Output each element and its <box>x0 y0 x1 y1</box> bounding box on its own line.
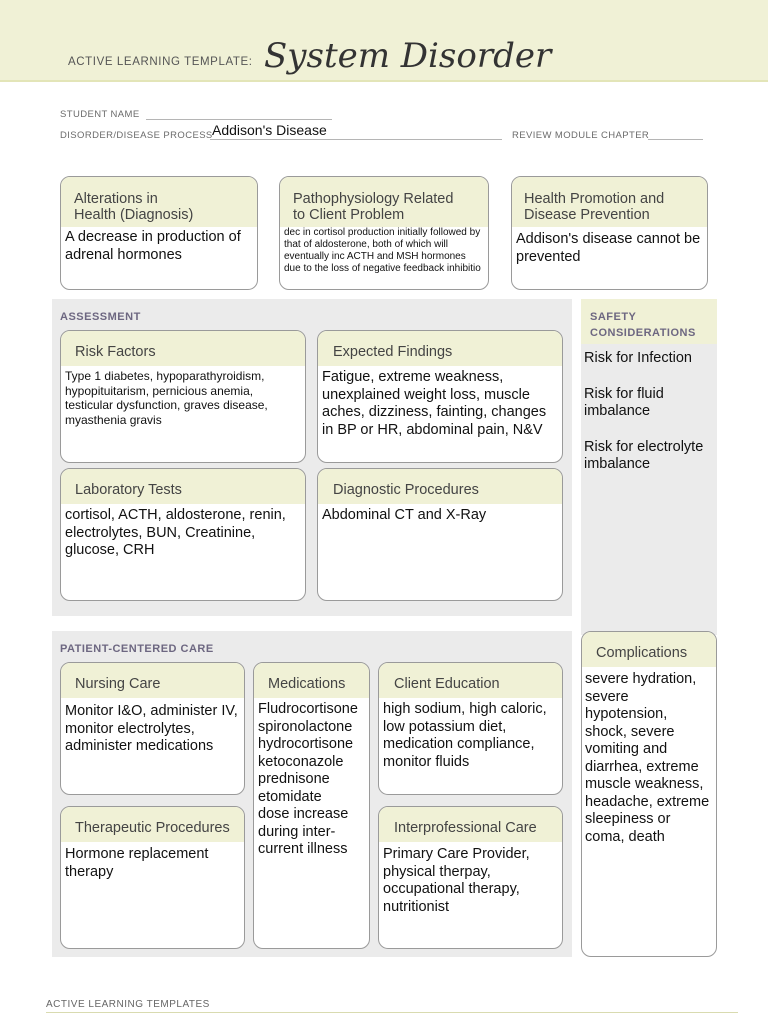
complications-box <box>581 631 717 957</box>
interprofessional-care-title: Interprofessional Care <box>379 807 562 842</box>
safety-item: Risk for Infection <box>584 350 692 366</box>
assessment-title: ASSESSMENT <box>60 311 141 323</box>
health-promotion-title: Health Promotion and Disease Prevention <box>512 177 707 227</box>
client-education-title: Client Education <box>379 663 562 698</box>
risk-factors-title: Risk Factors <box>61 331 305 366</box>
alterations-box <box>60 176 258 290</box>
health-promotion-text: Addison's disease cannot be prevented <box>516 231 701 265</box>
medications-text: Fludrocortisone spironolactone hydrocortisone ketoconazole prednisone etomidate dose increase during inter-current illness <box>258 701 358 857</box>
complications-text: severe hydration, severe hypotension, shock, severe vomiting and diarrhea, extreme muscle weakness, headache, extreme sleepiness or coma, death <box>585 671 710 845</box>
client-education-box <box>378 662 563 795</box>
safety-list <box>584 350 714 474</box>
therapeutic-procedures-box <box>60 806 245 949</box>
safety-panel <box>581 299 717 635</box>
template-label: ACTIVE LEARNING TEMPLATE: <box>68 56 253 68</box>
diagnostic-procedures-text: Abdominal CT and X-Ray <box>322 507 487 523</box>
student-name-label: STUDENT NAME <box>60 109 140 120</box>
safety-item: Risk for fluid imbalance <box>584 385 664 419</box>
disorder-field[interactable] <box>210 123 502 140</box>
disorder-value: Addison's Disease <box>212 122 327 138</box>
nursing-care-text: Monitor I&O, administer IV, monitor electrolytes, administer medications <box>65 703 238 754</box>
disorder-label: DISORDER/DISEASE PROCESS <box>60 130 213 141</box>
medications-box <box>253 662 370 949</box>
template-banner <box>0 0 768 82</box>
expected-findings-text: Fatigue, extreme weakness, unexplained weight loss, muscle aches, dizziness, fainting, changes in BP or HR, abdominal pain, N&V <box>322 369 547 438</box>
nursing-care-box <box>60 662 245 795</box>
diagnostic-procedures-box <box>317 468 563 601</box>
review-module-field[interactable] <box>648 127 703 140</box>
expected-findings-title: Expected Findings <box>318 331 562 366</box>
safety-item: Risk for electrolyte imbalance <box>584 438 704 472</box>
therapeutic-procedures-title: Therapeutic Procedures <box>61 807 244 842</box>
pathophysiology-title: Pathophysiology Related to Client Problem <box>280 177 488 227</box>
footer-label: ACTIVE LEARNING TEMPLATES <box>46 999 210 1010</box>
safety-title: SAFETY CONSIDERATIONS <box>590 311 696 339</box>
laboratory-tests-title: Laboratory Tests <box>61 469 305 504</box>
nursing-care-title: Nursing Care <box>61 663 244 698</box>
health-promotion-box <box>511 176 708 290</box>
medications-title: Medications <box>254 663 369 698</box>
complications-title: Complications <box>582 632 716 667</box>
risk-factors-box <box>60 330 306 463</box>
pathophysiology-box <box>279 176 489 290</box>
template-title: System Disorder <box>264 36 552 76</box>
diagnostic-procedures-title: Diagnostic Procedures <box>318 469 562 504</box>
interprofessional-care-box <box>378 806 563 949</box>
expected-findings-box <box>317 330 563 463</box>
interprofessional-care-text: Primary Care Provider, physical therpay, occupational therapy, nutritionist <box>383 846 530 915</box>
therapeutic-procedures-text: Hormone replacement therapy <box>65 846 209 880</box>
client-education-text: high sodium, high caloric, low potassium diet, medication compliance, monitor fluids <box>383 701 547 770</box>
alterations-text: A decrease in production of adrenal hormones <box>65 229 241 263</box>
student-name-field[interactable] <box>146 106 332 120</box>
footer-divider <box>46 1012 738 1013</box>
review-module-label: REVIEW MODULE CHAPTER <box>512 130 650 141</box>
laboratory-tests-text: cortisol, ACTH, aldosterone, renin, electrolytes, BUN, Creatinine, glucose, CRH <box>65 507 286 558</box>
patient-care-title: PATIENT-CENTERED CARE <box>60 643 214 655</box>
pathophysiology-text: dec in cortisol production initially followed by that of aldosterone, both of which will eventually inc ACTH and MSH hormones due to the loss of negative feedback inhibitio <box>284 227 481 274</box>
laboratory-tests-box <box>60 468 306 601</box>
risk-factors-text: Type 1 diabetes, hypoparathyroidism, hypopituitarism, pernicious anemia, testicular dysfunction, graves disease, myasthenia gravis <box>65 369 268 427</box>
alterations-title: Alterations in Health (Diagnosis) <box>61 177 257 227</box>
